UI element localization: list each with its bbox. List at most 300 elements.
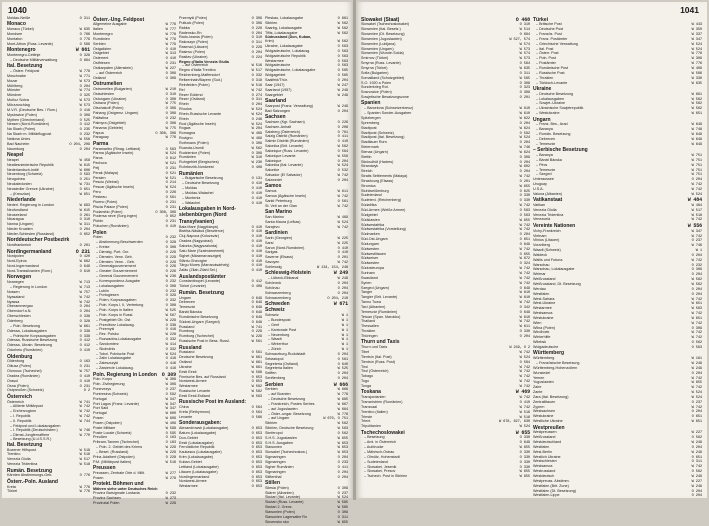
entry-name: Südweiser — [361, 256, 379, 261]
entry-name: – Sowjet.-Ukraine — [536, 101, 566, 106]
index-entry — [265, 521, 348, 526]
entry-name: Stenaz (Ungarn) — [361, 149, 389, 154]
entry-code: O 563 — [337, 49, 348, 54]
entry-code: W 514 — [519, 28, 530, 33]
entry-code: W 609 — [165, 417, 176, 422]
entry-code: O 649 — [251, 315, 262, 320]
entry-name: Panama (Gebiete) — [93, 125, 124, 130]
entry-name: Rudzienice (Polen) — [179, 150, 211, 155]
entry-name: U.S.A. — [533, 186, 544, 191]
entry-name: Togo — [361, 379, 369, 384]
entry-code: O 329 — [79, 54, 90, 58]
entry-code: O 204 — [337, 291, 348, 296]
entry-code: W 742 — [79, 300, 90, 305]
entry-name: Rumänische Besetzung — [179, 314, 218, 319]
entry-code: W 249 — [691, 366, 702, 371]
entry-name: Südwestafrika — [361, 222, 385, 227]
entry-name: Poluchen (Rumänien) — [93, 224, 129, 229]
entry-name: Ostland — [179, 360, 192, 365]
entry-name: Ostgalizien — [93, 46, 112, 51]
entry-name: – Thrakien — [536, 75, 554, 80]
entry-name: Rhein — [179, 102, 189, 107]
entry-code: O 410 — [251, 269, 262, 274]
entry-name: Russland — [179, 324, 195, 329]
entry-name: Portugal — [93, 396, 107, 401]
entry-name: Westdeutsch — [533, 474, 555, 478]
entry-name: Nederlandsch-Indië — [7, 167, 39, 172]
entry-code: W 227 — [691, 479, 702, 484]
entry-code: O 204 — [337, 377, 348, 382]
entry-code: W 311 — [79, 223, 90, 228]
entry-name: Senftenberg — [265, 376, 286, 381]
entry-code: O 410 — [251, 187, 262, 192]
entry-code: O 204 — [691, 178, 702, 183]
entry-code: O 204, 210 — [327, 296, 348, 301]
entry-name: Mähren siehe unter Deutsches Reich — [93, 486, 158, 491]
entry-code: W 742 — [519, 267, 530, 272]
entry-name: Pesciu (Weinst) — [93, 180, 119, 185]
entry-name: Rhein — [179, 116, 189, 121]
entry-code: W 622 — [519, 116, 530, 121]
entry-name: Mozar — [7, 78, 18, 83]
entry-code: O 565 — [337, 69, 348, 74]
entry-name: – Temesvár — [536, 167, 555, 172]
entry-code: W 350 — [691, 28, 702, 33]
entry-name: Pechora — [93, 161, 107, 166]
entry-name: Nord-Epirus — [7, 259, 27, 264]
entry-name: Mühlberg — [7, 83, 23, 88]
entry-name: Westliche Ukraine — [533, 419, 563, 424]
entry-code: W 666 — [333, 381, 348, 388]
entry-name: Auslandspostämter — [179, 273, 226, 280]
entry-name: Witebsk — [533, 340, 547, 345]
entry-code: O 251 — [79, 178, 90, 183]
entry-code: O 204 — [691, 371, 702, 376]
entry-name: Österreich — [7, 399, 25, 404]
entry-code: O 204 — [691, 292, 702, 297]
entry-code: W 249 — [337, 93, 348, 98]
entry-code: W 774 — [79, 89, 90, 94]
entry-code: W 229 — [165, 450, 176, 455]
entry-code: O 766 — [79, 33, 90, 38]
entry-code: W 524 — [519, 425, 530, 430]
entry-name: – Rez. Polsko — [96, 332, 119, 337]
entry-name: Uruguay — [533, 182, 547, 187]
entry-name: Slowenien (Lubljana) — [361, 41, 396, 46]
entry-name: Szeged (Ungarn) — [361, 285, 390, 290]
entry-name: Zara (Ital. Besetzung) — [533, 394, 569, 399]
entry-code: O 204 — [691, 489, 702, 494]
entry-name: Saarbg, Lokalausgabe — [265, 25, 302, 30]
entry-code: O 564 — [519, 62, 530, 67]
entry-name: Salonika (Ital. Levante) — [265, 163, 303, 168]
entry-code: W 277 — [165, 471, 176, 476]
entry-name: Zypern — [533, 404, 545, 409]
index-entry — [361, 96, 530, 101]
entry-name: Trentino (Italien) — [361, 409, 388, 414]
entry-code: W 561 — [251, 340, 262, 345]
entry-name: Venezia Tridentina — [533, 212, 564, 217]
entry-code: O 653 — [251, 451, 262, 456]
entry-code: O 649 — [519, 441, 530, 446]
entry-name: Slovensko sko — [265, 519, 289, 524]
entry-name: Waldeck — [533, 252, 548, 257]
entry-code: W 742 — [337, 204, 348, 209]
entry-name: Ostrumelien (Bulgarien) — [93, 86, 132, 91]
entry-code: W 776 — [165, 136, 176, 141]
entry-name: Sarajevo — [265, 224, 280, 229]
entry-name: Seiffen — [265, 371, 277, 376]
entry-code: W 229 — [165, 501, 176, 506]
entry-code: O 204 — [337, 78, 348, 83]
entry-code: W 574 — [519, 42, 530, 47]
entry-name: Ukraine — [179, 364, 192, 369]
entry-name: Slowakei (Staat) — [361, 16, 400, 23]
entry-code: O 274 — [251, 93, 262, 98]
entry-code: W 651 — [691, 112, 702, 117]
entry-code: W 204 — [251, 127, 262, 132]
entry-code: O 338 — [79, 315, 90, 320]
index-column — [533, 16, 702, 499]
entry-name: – Bánát Bácska — [536, 157, 562, 162]
entry-name: – Korrespondenz-Ausgabe — [96, 278, 140, 283]
entry-code: W 655 — [519, 475, 530, 480]
entry-code: O 201 — [79, 244, 90, 249]
entry-code: O 309 — [337, 511, 348, 515]
entry-name: – Tobol. Polnische Post — [96, 351, 135, 356]
entry-name: – Poln. Besetzung — [10, 323, 40, 328]
entry-code: W 661 — [251, 365, 262, 370]
entry-code: W 742 — [691, 405, 702, 410]
entry-code: O 332 — [165, 347, 176, 352]
index-columns-right — [361, 16, 702, 499]
entry-code: W 610 — [519, 296, 530, 301]
entry-code: O 653 — [251, 465, 262, 470]
entry-name: Sankt Peterburg — [265, 198, 292, 203]
entry-code: W 624 — [519, 150, 530, 155]
entry-code: W 524 — [165, 186, 176, 191]
entry-code: O 661 — [337, 17, 348, 21]
entry-name: Ital. Besetzung — [7, 441, 43, 448]
entry-name: Rasitav (Ukraine) — [179, 54, 208, 59]
entry-code: O 468 — [515, 16, 530, 23]
entry-name: Münster — [7, 88, 21, 93]
entry-name: – Britische Post — [536, 22, 562, 27]
entry-code: O 410 — [337, 251, 348, 256]
entry-code: O 653 — [251, 380, 262, 385]
entry-name: Posen (Ostpolen) — [93, 420, 122, 425]
entry-code: W 742 — [337, 261, 348, 266]
entry-code: O 649 — [79, 265, 90, 270]
entry-code: W 778 — [165, 33, 176, 38]
entry-code: W 562 — [691, 283, 702, 287]
entry-code: W 610 — [519, 107, 530, 112]
entry-code: W 568 — [251, 370, 262, 375]
entry-name: – Ukrainische Sowjetrepublik — [536, 106, 584, 111]
entry-name: Schwarzenberg — [265, 290, 291, 295]
entry-code: W 742 — [337, 174, 348, 179]
entry-name: Montenegro-Cettinje — [7, 53, 41, 57]
entry-name: Sebastopol — [265, 356, 284, 361]
entry-name: – Moldau-Walachei — [182, 190, 214, 195]
entry-name: Port Lagos (Franz. Levante) — [93, 401, 139, 406]
entry-name: Spanien — [361, 100, 381, 107]
entry-code: O 761 — [337, 130, 348, 135]
entry-name: Oradea (Nagyvárad) — [179, 239, 213, 244]
entry-code: O 204 — [519, 170, 530, 175]
entry-name: Skutari (Russ. Levante) — [265, 500, 304, 505]
entry-code: O 204 — [251, 50, 262, 55]
index-columns-left — [7, 16, 348, 525]
entry-code: O 311 — [691, 460, 702, 465]
entry-name: – Skobolnis — [96, 346, 116, 351]
entry-name: Saarland (1957) — [265, 87, 292, 92]
entry-code: O 416 — [165, 357, 176, 362]
entry-name: – Mährisch-Ostrau — [364, 449, 395, 454]
entry-code: W 742 — [79, 415, 90, 420]
entry-name: Salonique Levante — [265, 153, 296, 158]
entry-code: O 563 — [691, 345, 702, 350]
entry-code: O 410 — [79, 349, 90, 354]
entry-name: – Deutsche Post — [536, 27, 564, 32]
entry-code: O 204 — [79, 147, 90, 152]
entry-name: Perak (Malaya) — [93, 170, 119, 175]
entry-code: W 524 — [691, 391, 702, 396]
entry-name: Krim (Lokalausgabe) — [179, 455, 214, 460]
entry-code: O 204 — [691, 494, 702, 499]
entry-code: W 1 — [341, 343, 348, 348]
entry-code: O 330 — [519, 194, 530, 199]
entry-code: W 565 — [337, 506, 348, 511]
entry-code: W 693 — [79, 203, 90, 208]
entry-code: O 564 — [519, 360, 530, 365]
entry-name: Westschlesien — [533, 459, 557, 464]
entry-code: O 231 — [165, 166, 176, 171]
entry-code: O 521 — [165, 171, 176, 176]
entry-name: Ponevezys — [93, 387, 112, 392]
entry-code: O 649 — [251, 306, 262, 311]
entry-name: Sonderkrieg Rot. — [361, 85, 389, 90]
entry-name: Westukraine — [533, 414, 554, 419]
entry-code: W 742 — [519, 271, 530, 276]
entry-code: O 204 — [691, 287, 702, 292]
entry-name: Pescar (Ägäische Inseln) — [93, 185, 134, 190]
entry-name: – Österr. Feldpost — [10, 69, 40, 74]
index-entry — [533, 112, 702, 117]
entry-code: W 624 — [519, 126, 530, 131]
entry-code: O 310 — [165, 92, 176, 97]
entry-code: O 204 — [337, 159, 348, 164]
page-number-left: 1040 — [8, 5, 27, 15]
entry-code: O 412 — [79, 344, 90, 349]
index-column — [361, 17, 530, 494]
entry-code: W 313 — [165, 52, 176, 57]
entry-name: Neapel — [7, 152, 24, 159]
entry-code: W 556 — [337, 154, 348, 159]
entry-name: – Portugiesen — [96, 293, 119, 298]
entry-code: O 412 — [79, 123, 90, 128]
entry-code: O 653 — [251, 485, 262, 490]
entry-name: Thurn und Taxis — [361, 339, 400, 346]
entry-code: O 653 — [251, 431, 262, 436]
entry-code: O 595 — [165, 431, 176, 436]
entry-name: – Lokalausgaben — [96, 283, 125, 288]
entry-code: O 204 — [337, 282, 348, 286]
entry-code: O 204 — [337, 372, 348, 377]
entry-name: Thurn und Taxis — [361, 345, 388, 350]
entry-name: Tiflis, Lokalausgabe — [265, 30, 298, 35]
entry-name: Stadtpost (Schweiz) — [361, 130, 394, 135]
entry-name: – auf Österreich — [96, 70, 123, 75]
entry-code: W 562 — [337, 145, 348, 150]
entry-code: W 573 — [519, 47, 530, 52]
entry-name: M.V.R. (Deutsche Bes. / Rum.) — [7, 107, 58, 112]
entry-code: O 204 — [519, 121, 530, 126]
entry-code: W 469 — [251, 137, 262, 142]
entry-code: W 776 — [337, 393, 348, 398]
entry-code: W 524 — [337, 164, 348, 169]
entry-code: W 227 — [165, 66, 176, 71]
entry-code: W 1 — [341, 323, 348, 328]
entry-name: Westarmee — [179, 384, 198, 389]
entry-code: O 309 — [165, 107, 176, 112]
entry-name: Thrakien — [361, 329, 376, 334]
entry-name: Posen — [93, 475, 104, 480]
entry-name: – Przemyśl — [96, 327, 115, 332]
entry-name: Ostrumelien — [93, 81, 123, 88]
entry-name: Palmyra (Ostgebiet) — [93, 120, 126, 125]
entry-name: Skutari (Ital. Levante) — [265, 495, 301, 500]
entry-name: – Alliierte Militärpost — [10, 404, 43, 409]
entry-code: O 163 — [165, 436, 176, 441]
entry-name: Montenegro — [7, 47, 36, 54]
entry-code: W 517 — [251, 69, 262, 74]
entry-code: W 516 — [519, 415, 530, 420]
entry-code: W 776 — [165, 23, 176, 28]
entry-name: Slowenien (Dt. Besetzung) — [361, 32, 405, 37]
entry-name: Rumänien — [93, 36, 110, 41]
entry-name: Strasbourg (Elsass) — [361, 178, 394, 183]
entry-code: W 1 — [341, 319, 348, 323]
entry-name: Rezer Eddend — [179, 92, 203, 97]
entry-name: Przemyśl (Polen) — [179, 16, 208, 20]
entry-code: O 779 — [79, 37, 90, 42]
entry-code: W 249 — [691, 441, 702, 446]
entry-code: W 661 — [79, 324, 90, 329]
entry-code: O 411 — [337, 465, 348, 470]
entry-name: Werdau — [533, 286, 546, 291]
entry-name: Rumburg (Tschechei) — [179, 334, 215, 339]
entry-name: Oldenburg — [7, 353, 33, 360]
entry-name: Winterhilfe — [533, 335, 551, 340]
entry-code: O 338 — [165, 323, 176, 328]
entry-name: – Westukraine — [536, 111, 560, 116]
entry-name: S.H.S. Ausgaben — [265, 440, 294, 445]
entry-code: O 204 — [691, 253, 702, 258]
entry-code: W 414 — [165, 342, 176, 347]
entry-name: – Dienstm. Verw. - Geb. — [96, 259, 135, 264]
entry-name: Westsamoa — [533, 464, 553, 469]
entry-code: O 328 — [79, 320, 90, 324]
entry-name: Zalău (Zilah-Zilahi Sel.) — [179, 268, 218, 273]
entry-name: Schönau — [265, 285, 280, 290]
entry-code: W 484 — [687, 197, 702, 204]
entry-code: O 204 — [691, 410, 702, 415]
entry-name: – Baranya — [536, 152, 553, 157]
entry-code: O 410 — [251, 225, 262, 230]
entry-name: Schwarzburg-Rudolstadt — [265, 351, 306, 356]
entry-name: Tirol (Österreich) — [361, 369, 389, 374]
entry-name: Salzig Distrikt (Rumänien) — [265, 134, 308, 139]
entry-name: Westpreußen — [533, 424, 565, 431]
entry-code: W 330 — [691, 76, 702, 81]
entry-code: O 562 — [691, 470, 702, 475]
entry-code: W 742 — [519, 405, 530, 410]
entry-code: W 524 — [691, 42, 702, 47]
entry-code: W 649 — [691, 133, 702, 138]
entry-code: O 231 — [165, 200, 176, 205]
entry-code: O 204 — [251, 103, 262, 108]
entry-code: W 776 — [79, 490, 90, 495]
entry-code: O 649 — [519, 310, 530, 315]
entry-name: Strandwyk — [361, 164, 379, 169]
entry-code: O 201 — [519, 179, 530, 184]
entry-name: Thailand — [361, 319, 376, 324]
entry-name: Norwegen — [7, 274, 32, 281]
entry-code: O 563 — [337, 54, 348, 59]
entry-name: Salmin Distrikt (Rumänien) — [265, 139, 309, 144]
entry-code: O 592 — [519, 131, 530, 136]
entry-name: Temesvár (Rumänien) — [361, 309, 398, 314]
entry-code: O 332 — [165, 299, 176, 304]
entry-code: O 410 — [251, 249, 262, 254]
entry-name: – Szeged — [536, 172, 552, 177]
entry-name: Mythen (Griechenland) — [7, 117, 45, 122]
entry-name: Österr.-Ung. Feldpost — [93, 16, 145, 23]
entry-name: – auf Ungarn — [268, 416, 290, 421]
entry-name: Poste Militare — [93, 425, 116, 430]
entry-code: O 237 — [337, 491, 348, 496]
entry-code: O 338 — [79, 329, 90, 334]
entry-code: O 204 — [519, 233, 530, 238]
entry-name: – Moldau — [182, 186, 198, 191]
entry-name: Osna (Polen) — [7, 383, 29, 388]
entry-code: O 231 — [165, 220, 176, 225]
entry-code: W 635 — [691, 81, 702, 86]
entry-code: W 273 — [165, 496, 176, 501]
entry-name: Papua — [93, 130, 104, 135]
entry-code: W 562 — [251, 385, 262, 390]
entry-name: Provinz Sachsen — [93, 495, 121, 500]
entry-name: Stuhlweißenburg — [361, 188, 389, 193]
entry-code: O 653 — [251, 470, 262, 475]
entry-code: O 226 — [165, 265, 176, 270]
entry-name: Württemberg — [533, 350, 565, 357]
entry-code: O 655 — [519, 252, 530, 257]
entry-code: O 308 — [519, 81, 530, 86]
entry-code: W 649 — [691, 123, 702, 128]
entry-code: W 230 — [251, 161, 262, 166]
entry-name: – Französ. Post — [536, 32, 562, 37]
entry-name: Moschnabe — [7, 73, 27, 78]
entry-name: Südwestlitauen — [361, 251, 387, 256]
entry-code: W 615 — [79, 163, 90, 168]
entry-name: Stadtlauer Rorn — [361, 140, 387, 145]
entry-name: Russland — [179, 344, 202, 351]
entry-name: – auf Bosnien — [268, 392, 291, 397]
entry-code: O 653 — [251, 427, 262, 432]
right-page — [356, 2, 707, 498]
